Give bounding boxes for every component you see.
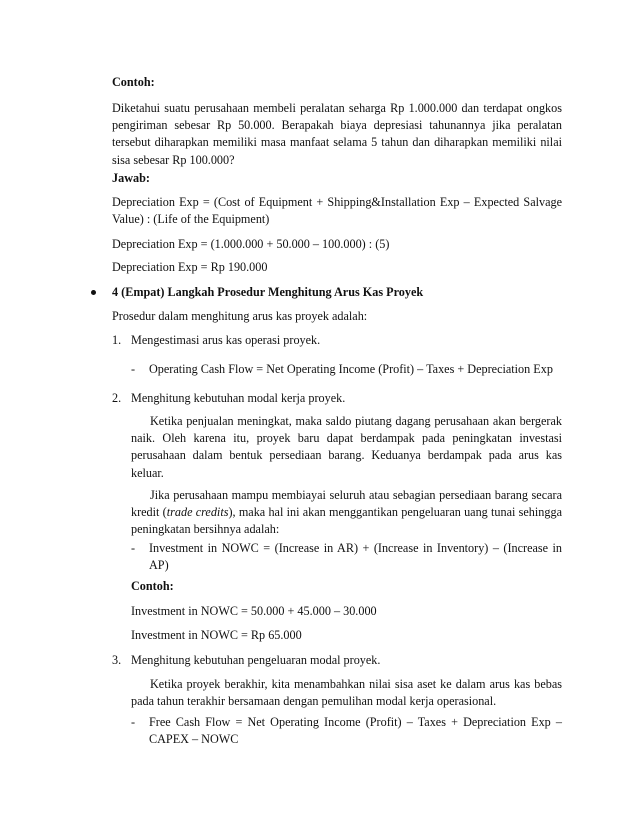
paragraph-text: Jika perusahaan mampu membiayai seluruh atau sebagian persediaan barang secara kredit (	[131, 488, 562, 520]
bullet-icon	[91, 290, 96, 295]
step-title: Menghitung kebutuhan modal kerja proyek.	[131, 391, 346, 405]
working-capital-paragraph: Ketika penjualan meningkat, maka saldo piutang dagang perusahaan akan bergerak naik. Oleh karena itu, proyek baru dapat berdampak pada peningkatan investasi perusahaan dalam bentuk persediaan barang. Keduanya berdampak pada arus kas keluar.	[131, 414, 562, 480]
capex-paragraph: Ketika proyek berakhir, kita menambahkan nilai sisa aset ke dalam arus kas bebas pada tahun terakhir bersamaan dengan pemulihan modal kerja operasional.	[131, 677, 562, 709]
answer-heading: Jawab:	[112, 171, 150, 185]
step-number: 2.	[112, 391, 122, 405]
nowc-example-heading: Contoh:	[131, 579, 174, 593]
step-title: Menghitung kebutuhan pengeluaran modal proyek.	[131, 653, 381, 667]
example-problem-text: Diketahui suatu perusahaan membeli peralatan seharga Rp 1.000.000 dan terdapat ongkos pengiriman sebesar Rp 50.000. Berapakah biaya depresiasi tahunannya jika peralatan tersebut diharapkan memiliki masa manfaat selama 5 tahun dan diharapkan memiliki nilai sisa sebesar Rp 100.000?	[112, 101, 562, 167]
nowc-example-result: Investment in NOWC = Rp 65.000	[131, 628, 302, 642]
free-cash-flow-formula: Free Cash Flow = Net Operating Income (Profit) – Taxes + Depreciation Exp – CAPEX – NOWC	[149, 715, 562, 747]
section-title: 4 (Empat) Langkah Prosedur Menghitung Arus Kas Proyek	[112, 285, 424, 299]
depreciation-result: Depreciation Exp = Rp 190.000	[112, 260, 268, 274]
step-number: 1.	[112, 333, 122, 347]
trade-credit-paragraph	[131, 487, 562, 539]
section-intro: Prosedur dalam menghitung arus kas proyek adalah:	[112, 309, 368, 323]
depreciation-formula: Depreciation Exp = (Cost of Equipment + Shipping&Installation Exp – Expected Salvage Value) : (Life of the Equipment)	[112, 195, 562, 227]
dash-marker: -	[131, 541, 136, 555]
nowc-example-calculation: Investment in NOWC = 50.000 + 45.000 – 30.000	[131, 604, 377, 618]
dash-marker: -	[131, 362, 136, 376]
nowc-formula: Investment in NOWC = (Increase in AR) + (Increase in Inventory) – (Increase in AP)	[149, 541, 562, 573]
step-title: Mengestimasi arus kas operasi proyek.	[131, 333, 321, 347]
step-number: 3.	[112, 653, 122, 667]
paragraph-text: ), maka hal ini akan menggantikan pengeluaran uang tunai sehingga peningkatan bersihnya adalah:	[131, 505, 562, 537]
italic-term: trade credits	[166, 505, 229, 520]
operating-cash-flow-formula: Operating Cash Flow = Net Operating Income (Profit) – Taxes + Depreciation Exp	[149, 362, 553, 376]
example-heading: Contoh:	[112, 75, 155, 89]
dash-marker: -	[131, 715, 136, 729]
depreciation-calculation: Depreciation Exp = (1.000.000 + 50.000 – 100.000) : (5)	[112, 237, 390, 251]
